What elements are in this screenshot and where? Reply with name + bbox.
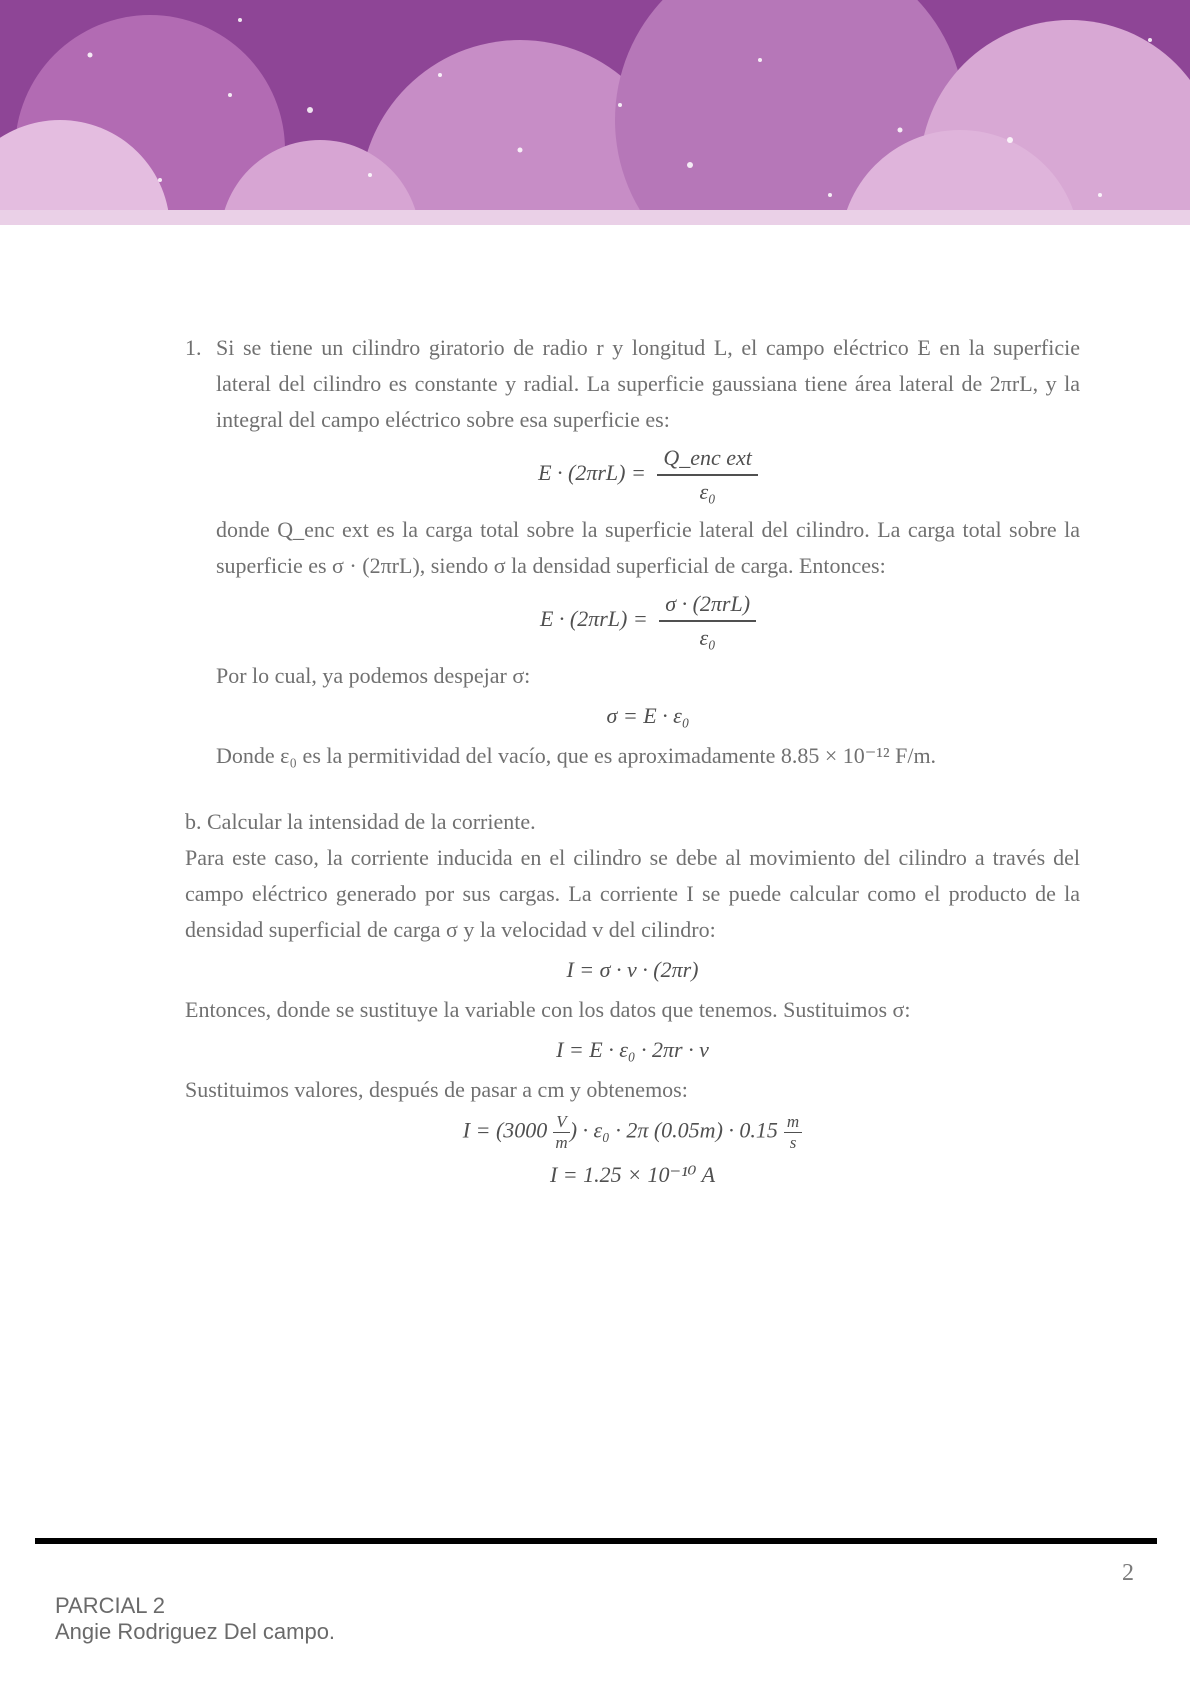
footer-divider: [35, 1538, 1157, 1544]
equation-fraction: [784, 1112, 802, 1153]
fraction-denominator: s: [789, 1133, 797, 1152]
fraction-denominator: ε₀: [699, 479, 716, 504]
decorative-background-image: [0, 0, 1190, 225]
equation-part: ) · ε₀ · 2π (0.05m) · 0.15: [569, 1117, 778, 1143]
fraction-numerator: σ · (2πrL): [659, 588, 756, 622]
despeje-paragraph: Por lo cual, ya podemos despejar σ:: [216, 663, 531, 688]
step-b-paragraph-3: Sustituimos valores, después de pasar a cm y obtenemos:: [185, 1077, 688, 1102]
step-b-paragraph-2: Entonces, donde se sustituye la variable con los datos que tenemos. Sustituimos σ:: [185, 997, 911, 1022]
equation-result: I = 1.25 × 10⁻¹⁰ A: [549, 1162, 716, 1187]
step-b-title: b. Calcular la intensidad de la corriente.: [185, 809, 536, 834]
equation-lhs: E · (2πrL) =: [539, 606, 648, 632]
fraction-numerator: Q_enc ext: [657, 442, 758, 476]
equation-gauss-2: [216, 588, 1080, 654]
equation-current: I = σ · v · (2πr): [566, 957, 699, 982]
fraction-numerator: V: [553, 1112, 569, 1133]
equation-lhs: E · (2πrL) =: [538, 460, 646, 486]
item-body: [216, 330, 1080, 774]
equation-current-substituted: I = E · ε₀ · 2πr · v: [556, 1037, 709, 1062]
footer: [55, 1593, 335, 1645]
equation-current-values: [185, 1112, 1080, 1153]
permittivity-note: Donde ε₀ es la permitividad del vacío, que es aproximadamente 8.85 × 10⁻¹² F/m.: [216, 743, 937, 768]
equation-part: I = (3000: [462, 1117, 548, 1143]
explanation-paragraph: donde Q_enc ext es la carga total sobre la superficie lateral del cilindro. La carga total sobre la superficie es σ · (2πrL), siendo σ la densidad superficial de carga. Entonces:: [216, 517, 1080, 578]
problem-item: [185, 330, 1080, 774]
equation-gauss-1: [216, 442, 1080, 508]
document-body: [185, 330, 1080, 1197]
equation-fraction: [553, 1112, 569, 1153]
footer-author: Angie Rodriguez Del campo.: [55, 1619, 336, 1644]
intro-paragraph: Si se tiene un cilindro giratorio de radio r y longitud L, el campo eléctrico E en la superficie lateral del cilindro es constante y radial. La superficie gaussiana tiene área lateral de 2πrL, y la integral del campo eléctrico sobre esa superficie es:: [216, 335, 1080, 432]
footer-title: PARCIAL 2: [55, 1593, 166, 1618]
header-banner: [0, 0, 1190, 225]
step-b-paragraph-1: Para este caso, la corriente inducida en el cilindro se debe al movimiento del cilindro a través del campo eléctrico generado por sus cargas. La corriente I se puede calcular como el producto de la densidad superficial de carga σ y la velocidad v del cilindro:: [185, 845, 1080, 942]
equation-fraction: [659, 588, 756, 654]
item-number: 1.: [185, 335, 202, 360]
equation-fraction: [657, 442, 758, 508]
page-number: 2: [1122, 1560, 1134, 1586]
fraction-numerator: m: [784, 1112, 802, 1133]
equation-sigma: σ = E · ε₀: [606, 703, 690, 728]
fraction-denominator: ε₀: [699, 625, 716, 650]
fraction-denominator: m: [555, 1133, 568, 1152]
